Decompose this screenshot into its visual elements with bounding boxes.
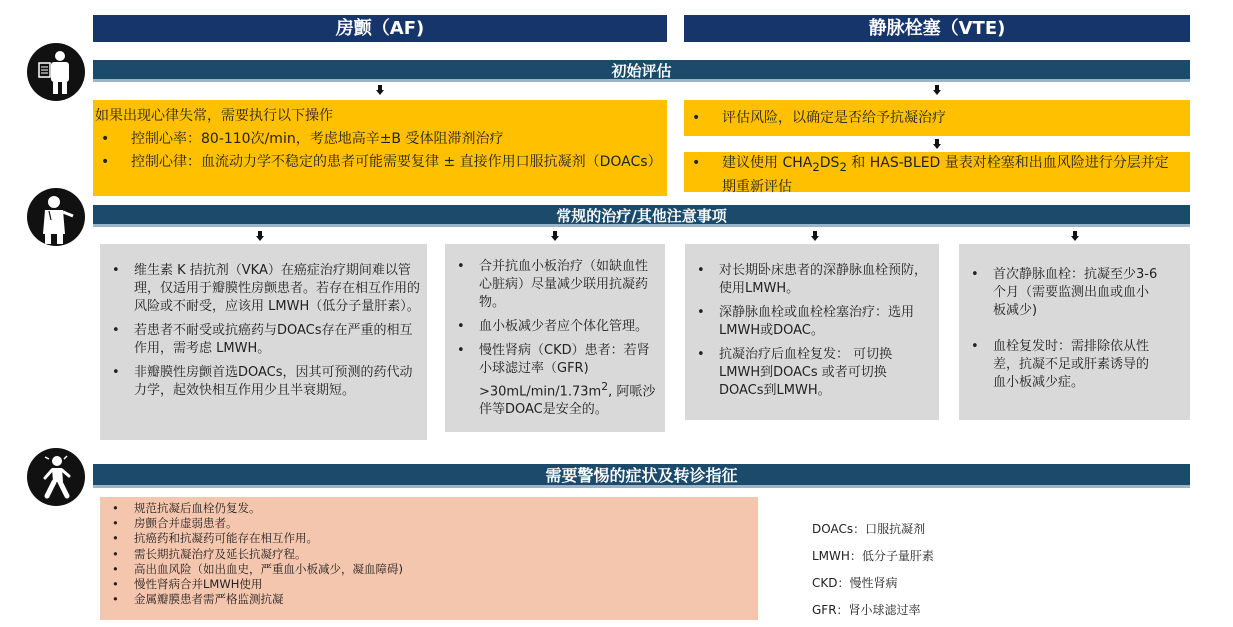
warning-item: • 房颤合并虚弱患者。 [100,516,752,531]
down-arrow-icon [376,85,384,95]
down-arrow-icon [256,231,264,241]
walking-person-icon [27,448,85,506]
text-fragment: , 阿哌沙伴等DOAC是安全的。 [479,384,656,418]
routine-item: • 合并抗血小板治疗（如缺血性心脏病）尽量减少联用抗凝药物。 [445,258,659,312]
routine-item: • 血栓复发时：需排除依从性差，抗凝不足或肝素诱导的血小板减少症。 [959,338,1160,392]
warning-item: • 需长期抗凝治疗及延长抗凝疗程。 [100,547,752,562]
down-arrow-icon [811,231,819,241]
subscript: 2 [812,159,820,174]
clipboard-person-icon [27,43,85,101]
text-fragment: 建议使用 CHA [722,155,813,171]
af-initial-item: • 控制心律：血流动力学不稳定的患者可能需要复律 ± 直接作用口服抗凝剂（DOACs） [93,152,659,172]
subscript: 2 [839,159,847,174]
af-initial-intro: 如果出现心律失常，需要执行以下操作 [95,108,333,124]
warning-item: • 慢性肾病合并LMWH使用 [100,577,752,592]
vte-initial-box-2 [684,152,1190,195]
routine-item: • 深静脉血栓或血栓栓塞治疗：选用LMWH或DOAC。 [685,304,929,340]
warning-item: • 抗癌药和抗凝药可能存在相互作用。 [100,531,752,546]
routine-af-vka-box [100,244,427,440]
routine-vte-prevention-box [685,244,939,420]
routine-item [445,342,659,419]
vte-column-header: 静脉栓塞（VTE) [684,15,1190,42]
legend-item: CKD：慢性肾病 [812,576,898,590]
down-arrow-icon [551,231,559,241]
legend-item: GFR：肾小球滤过率 [812,603,921,617]
routine-item: • 非瓣膜性房颤首选DOACs，因其可预测的药代动力学，起效快相互作用少且半衰期短。 [100,364,421,400]
down-arrow-icon [933,85,941,95]
warning-item: • 金属瓣膜患者需严格监测抗凝 [100,592,752,607]
superscript: 2 [601,380,609,393]
warning-item: • 高出血风险（如出血史，严重血小板减少，凝血障碍) [100,562,752,577]
abbreviation-legend [812,516,1172,624]
routine-af-antiplatelet-box [445,244,665,432]
vte-initial-item: • 评估风险，以确定是否给予抗凝治疗 [684,108,1182,128]
text-fragment: 和 HAS-BLED 量表对栓塞和出血风险进行分层并定期重新评估 [722,155,1169,195]
legend-item: DOACs：口服抗凝剂 [812,522,926,536]
legend-item: LMWH：低分子量肝素 [812,549,934,563]
doctor-person-icon [27,188,85,246]
down-arrow-icon [1071,231,1079,241]
routine-item: • 若患者不耐受或抗癌药与DOACs存在严重的相互作用，需考虑 LMWH。 [100,322,421,358]
af-column-header: 房颤（AF) [93,15,667,42]
warning-signs-box [100,497,758,620]
text-fragment: DS [819,155,840,171]
routine-treatment-band: 常规的治疗/其他注意事项 [93,205,1190,227]
af-initial-box [93,100,667,196]
down-arrow-icon [933,139,941,149]
routine-item: • 抗凝治疗后血栓复发： 可切换LMWH到DOACs 或者可切换DOACs到LMWH。 [685,346,929,400]
routine-item: • 首次静脉血栓：抗凝至少3-6个月（需要监测出血或血小板减少) [959,266,1160,320]
routine-item: • 血小板减少者应个体化管理。 [445,318,659,336]
warning-referral-band: 需要警惕的症状及转诊指征 [93,464,1190,488]
vte-initial-box-1 [684,100,1190,136]
initial-assessment-band: 初始评估 [93,60,1190,82]
warning-item: • 规范抗凝后血栓仍复发。 [100,501,752,516]
routine-item: • 维生素 K 拮抗剂（VKA）在癌症治疗期间难以管理，仅适用于瓣膜性房颤患者。若存在相互作用的风险或不耐受，应该用 LMWH（低分子量肝素）。 [100,262,421,316]
text-fragment: 慢性肾病（CKD）患者：若肾小球滤过率（GFR) >30mL/min/1.73m [479,343,650,400]
af-initial-item: • 控制心率：80-110次/min，考虑地高辛±B 受体阻滞剂治疗 [93,129,659,149]
vte-initial-item [684,153,1182,197]
routine-vte-duration-box [959,244,1190,420]
routine-item: • 对长期卧床患者的深静脉血栓预防，使用LMWH。 [685,262,929,298]
